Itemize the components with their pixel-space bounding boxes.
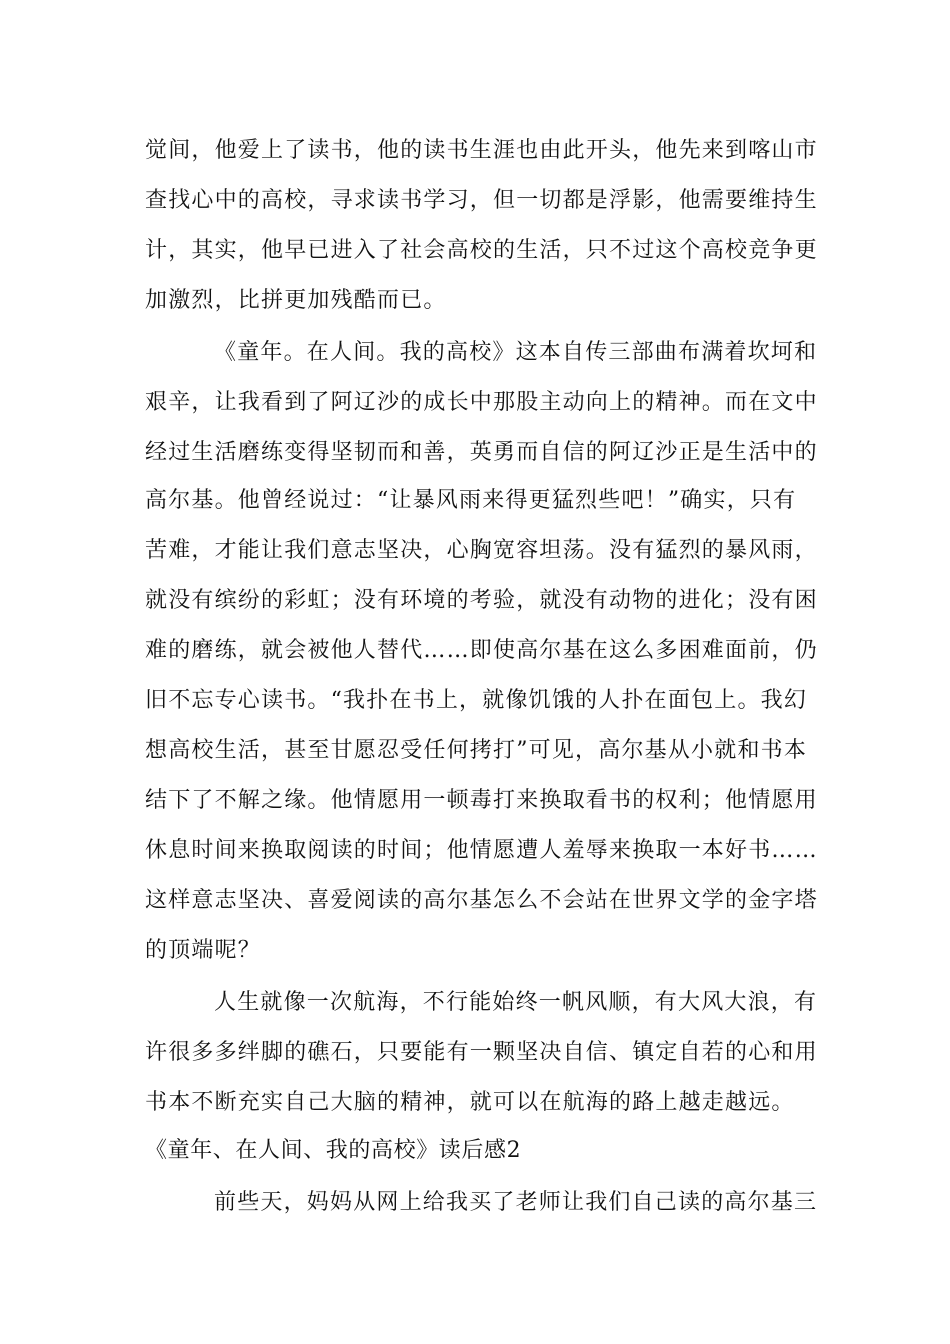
text-line: 人生就像一次航海，不行能始终一帆风顺，有大风大浪，有 bbox=[214, 990, 818, 1015]
text-line: 许很多多绊脚的礁石，只要能有一颗坚决自信、镇定自若的心和用 bbox=[145, 1040, 818, 1065]
text-line: 休息时间来换取阅读的时间；他情愿遭人羞辱来换取一本好书…… bbox=[145, 838, 818, 863]
text-line: 计，其实，他早已进入了社会高校的生活，只不过这个高校竞争更 bbox=[145, 238, 818, 263]
text-line: 艰辛，让我看到了阿辽沙的成长中那股主动向上的精神。而在文中 bbox=[145, 390, 818, 415]
text-line: 的顶端呢？ bbox=[145, 938, 262, 963]
text-line: 《童年。在人间。我的高校》这本自传三部曲布满着坎坷和 bbox=[214, 340, 818, 365]
section-title: 《童年、在人间、我的高校》读后感2 bbox=[145, 1138, 522, 1163]
text-line: 结下了不解之缘。他情愿用一顿毒打来换取看书的权利；他情愿用 bbox=[145, 788, 818, 813]
text-line: 想高校生活，甚至甘愿忍受任何拷打”可见，高尔基从小就和书本 bbox=[145, 738, 808, 763]
text-line: 苦难，才能让我们意志坚决，心胸宽容坦荡。没有猛烈的暴风雨， bbox=[145, 538, 818, 563]
text-line: 书本不断充实自己大脑的精神，就可以在航海的路上越走越远。 bbox=[145, 1090, 795, 1115]
text-line: 这样意志坚决、喜爱阅读的高尔基怎么不会站在世界文学的金字塔 bbox=[145, 888, 818, 913]
text-line: 觉间，他爱上了读书，他的读书生涯也由此开头，他先来到喀山市 bbox=[145, 138, 818, 163]
text-line: 查找心中的高校，寻求读书学习，但一切都是浮影，他需要维持生 bbox=[145, 188, 818, 213]
text-line: 高尔基。他曾经说过：“让暴风雨来得更猛烈些吧！”确实，只有 bbox=[145, 488, 797, 513]
text-line: 加激烈，比拼更加残酷而已。 bbox=[145, 288, 447, 313]
text-line: 就没有缤纷的彩虹；没有环境的考验，就没有动物的进化；没有困 bbox=[145, 588, 818, 613]
text-line: 难的磨练，就会被他人替代……即使高尔基在这么多困难面前，仍 bbox=[145, 638, 818, 663]
text-line: 经过生活磨练变得坚韧而和善，英勇而自信的阿辽沙正是生活中的 bbox=[145, 440, 818, 465]
text-line: 旧不忘专心读书。“我扑在书上，就像饥饿的人扑在面包上。我幻 bbox=[145, 688, 808, 713]
text-line: 前些天，妈妈从网上给我买了老师让我们自己读的高尔基三 bbox=[214, 1190, 818, 1215]
